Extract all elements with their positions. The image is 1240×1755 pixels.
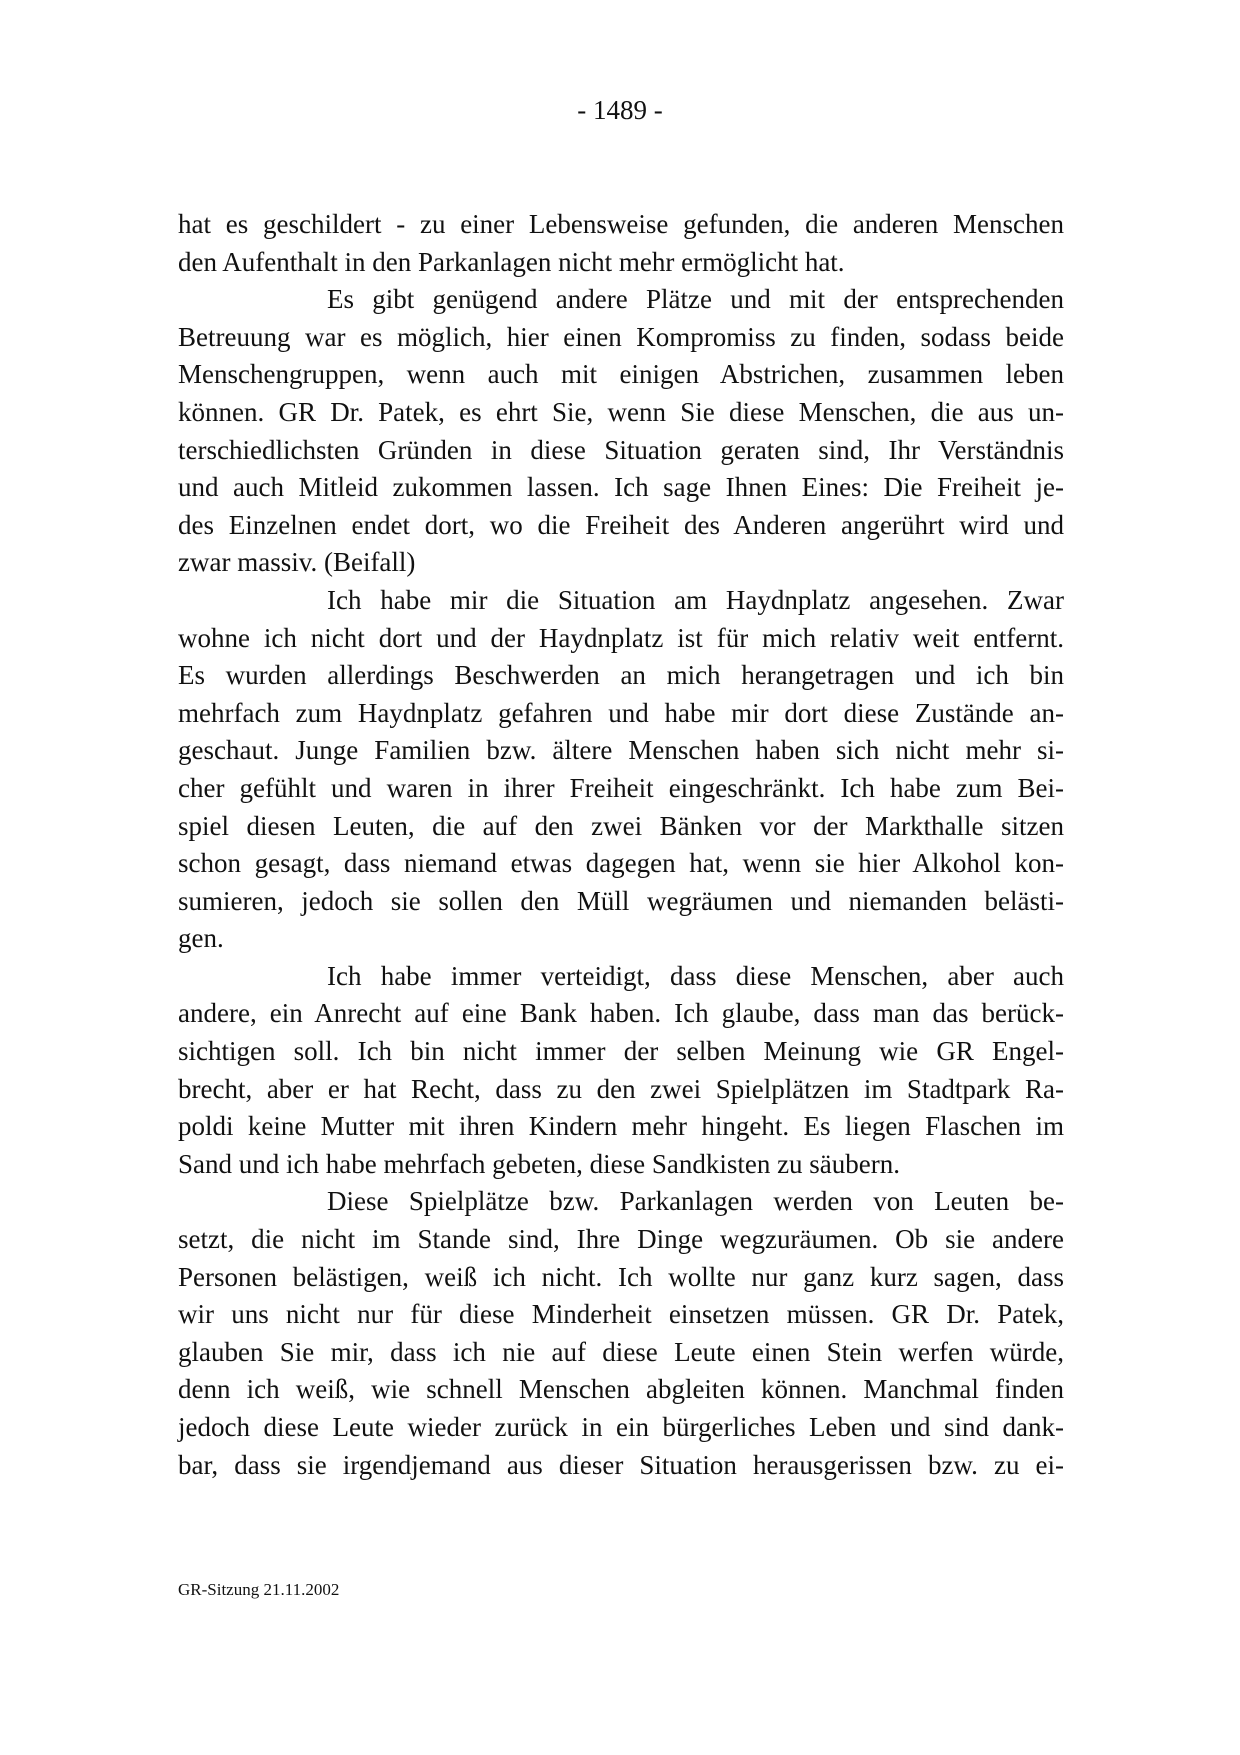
text-line: Es gibt genügend andere Plätze und mit der entsprechenden (327, 284, 1064, 315)
text-line: des Einzelnen endet dort, wo die Freiheit des Anderen angerührt wird und (178, 509, 1064, 540)
text-line: können. GR Dr. Patek, es ehrt Sie, wenn Sie diese Menschen, die aus un- (178, 396, 1064, 427)
text-line: terschiedlichsten Gründen in diese Situation geraten sind, Ihr Verständnis (178, 434, 1064, 465)
text-line: wir uns nicht nur für diese Minderheit einsetzen müssen. GR Dr. Patek, (178, 1299, 1064, 1330)
text-line: Diese Spielplätze bzw. Parkanlagen werden von Leuten be- (327, 1186, 1064, 1217)
text-line: denn ich weiß, wie schnell Menschen abgleiten können. Manchmal finden (178, 1374, 1064, 1405)
text-line: jedoch diese Leute wieder zurück in ein bürgerliches Leben und sind dank- (178, 1412, 1064, 1442)
text-line: Menschengruppen, wenn auch mit einigen Abstrichen, zusammen leben (178, 359, 1064, 390)
text-line: wohne ich nicht dort und der Haydnplatz ist für mich relativ weit entfernt. (178, 622, 1064, 653)
text-line: Ich habe mir die Situation am Haydnplatz angesehen. Zwar (327, 584, 1064, 615)
text-line: hat es geschildert - zu einer Lebensweise gefunden, die anderen Menschen (178, 209, 1064, 239)
text-line: Ich habe immer verteidigt, dass diese Menschen, aber auch (327, 960, 1064, 991)
text-line: Sand und ich habe mehrfach gebeten, diese Sandkisten zu säubern. (178, 1148, 901, 1179)
text-line: Personen belästigen, weiß ich nicht. Ich wollte nur ganz kurz sagen, dass (178, 1261, 1064, 1292)
text-line: poldi keine Mutter mit ihren Kindern mehr hingeht. Es liegen Flaschen im (178, 1111, 1064, 1142)
text-line: sichtigen soll. Ich bin nicht immer der selben Meinung wie GR Engel- (178, 1036, 1064, 1067)
text-line: setzt, die nicht im Stande sind, Ihre Dinge wegzuräumen. Ob sie andere (178, 1224, 1064, 1255)
text-line: brecht, aber er hat Recht, dass zu den zwei Spielplätzen im Stadtpark Ra- (178, 1073, 1064, 1104)
text-line: glauben Sie mir, dass ich nie auf diese Leute einen Stein werfen würde, (178, 1336, 1064, 1367)
text-line: Betreuung war es möglich, hier einen Kompromiss zu finden, sodass beide (178, 321, 1064, 352)
footer-session-date: GR-Sitzung 21.11.2002 (178, 1580, 340, 1599)
text-line: zwar massiv. (Beifall) (178, 547, 416, 578)
text-line: cher gefühlt und waren in ihrer Freiheit eingeschränkt. Ich habe zum Bei- (178, 772, 1064, 803)
text-line: und auch Mitleid zukommen lassen. Ich sage Ihnen Eines: Die Freiheit je- (178, 472, 1064, 503)
text-line: den Aufenthalt in den Parkanlagen nicht mehr ermöglicht hat. (178, 246, 845, 277)
text-line: andere, ein Anrecht auf eine Bank haben. Ich glaube, dass man das berück- (178, 998, 1064, 1029)
text-line: mehrfach zum Haydnplatz gefahren und habe mir dort diese Zustände an- (178, 697, 1064, 728)
text-line: schon gesagt, dass niemand etwas dagegen hat, wenn sie hier Alkohol kon- (178, 848, 1064, 879)
text-line: gen. (178, 923, 224, 954)
text-line: spiel diesen Leuten, die auf den zwei Bänken vor der Markthalle sitzen (178, 810, 1064, 841)
text-line: bar, dass sie irgendjemand aus dieser Situation herausgerissen bzw. zu ei- (178, 1449, 1064, 1480)
page-number: - 1489 - (577, 95, 663, 125)
text-line: geschaut. Junge Familien bzw. ältere Menschen haben sich nicht mehr si- (178, 735, 1064, 766)
body-text (178, 206, 1064, 1484)
text-line: Es wurden allerdings Beschwerden an mich herangetragen und ich bin (178, 660, 1064, 691)
text-line: sumieren, jedoch sie sollen den Müll wegräumen und niemanden belästi- (178, 885, 1064, 916)
